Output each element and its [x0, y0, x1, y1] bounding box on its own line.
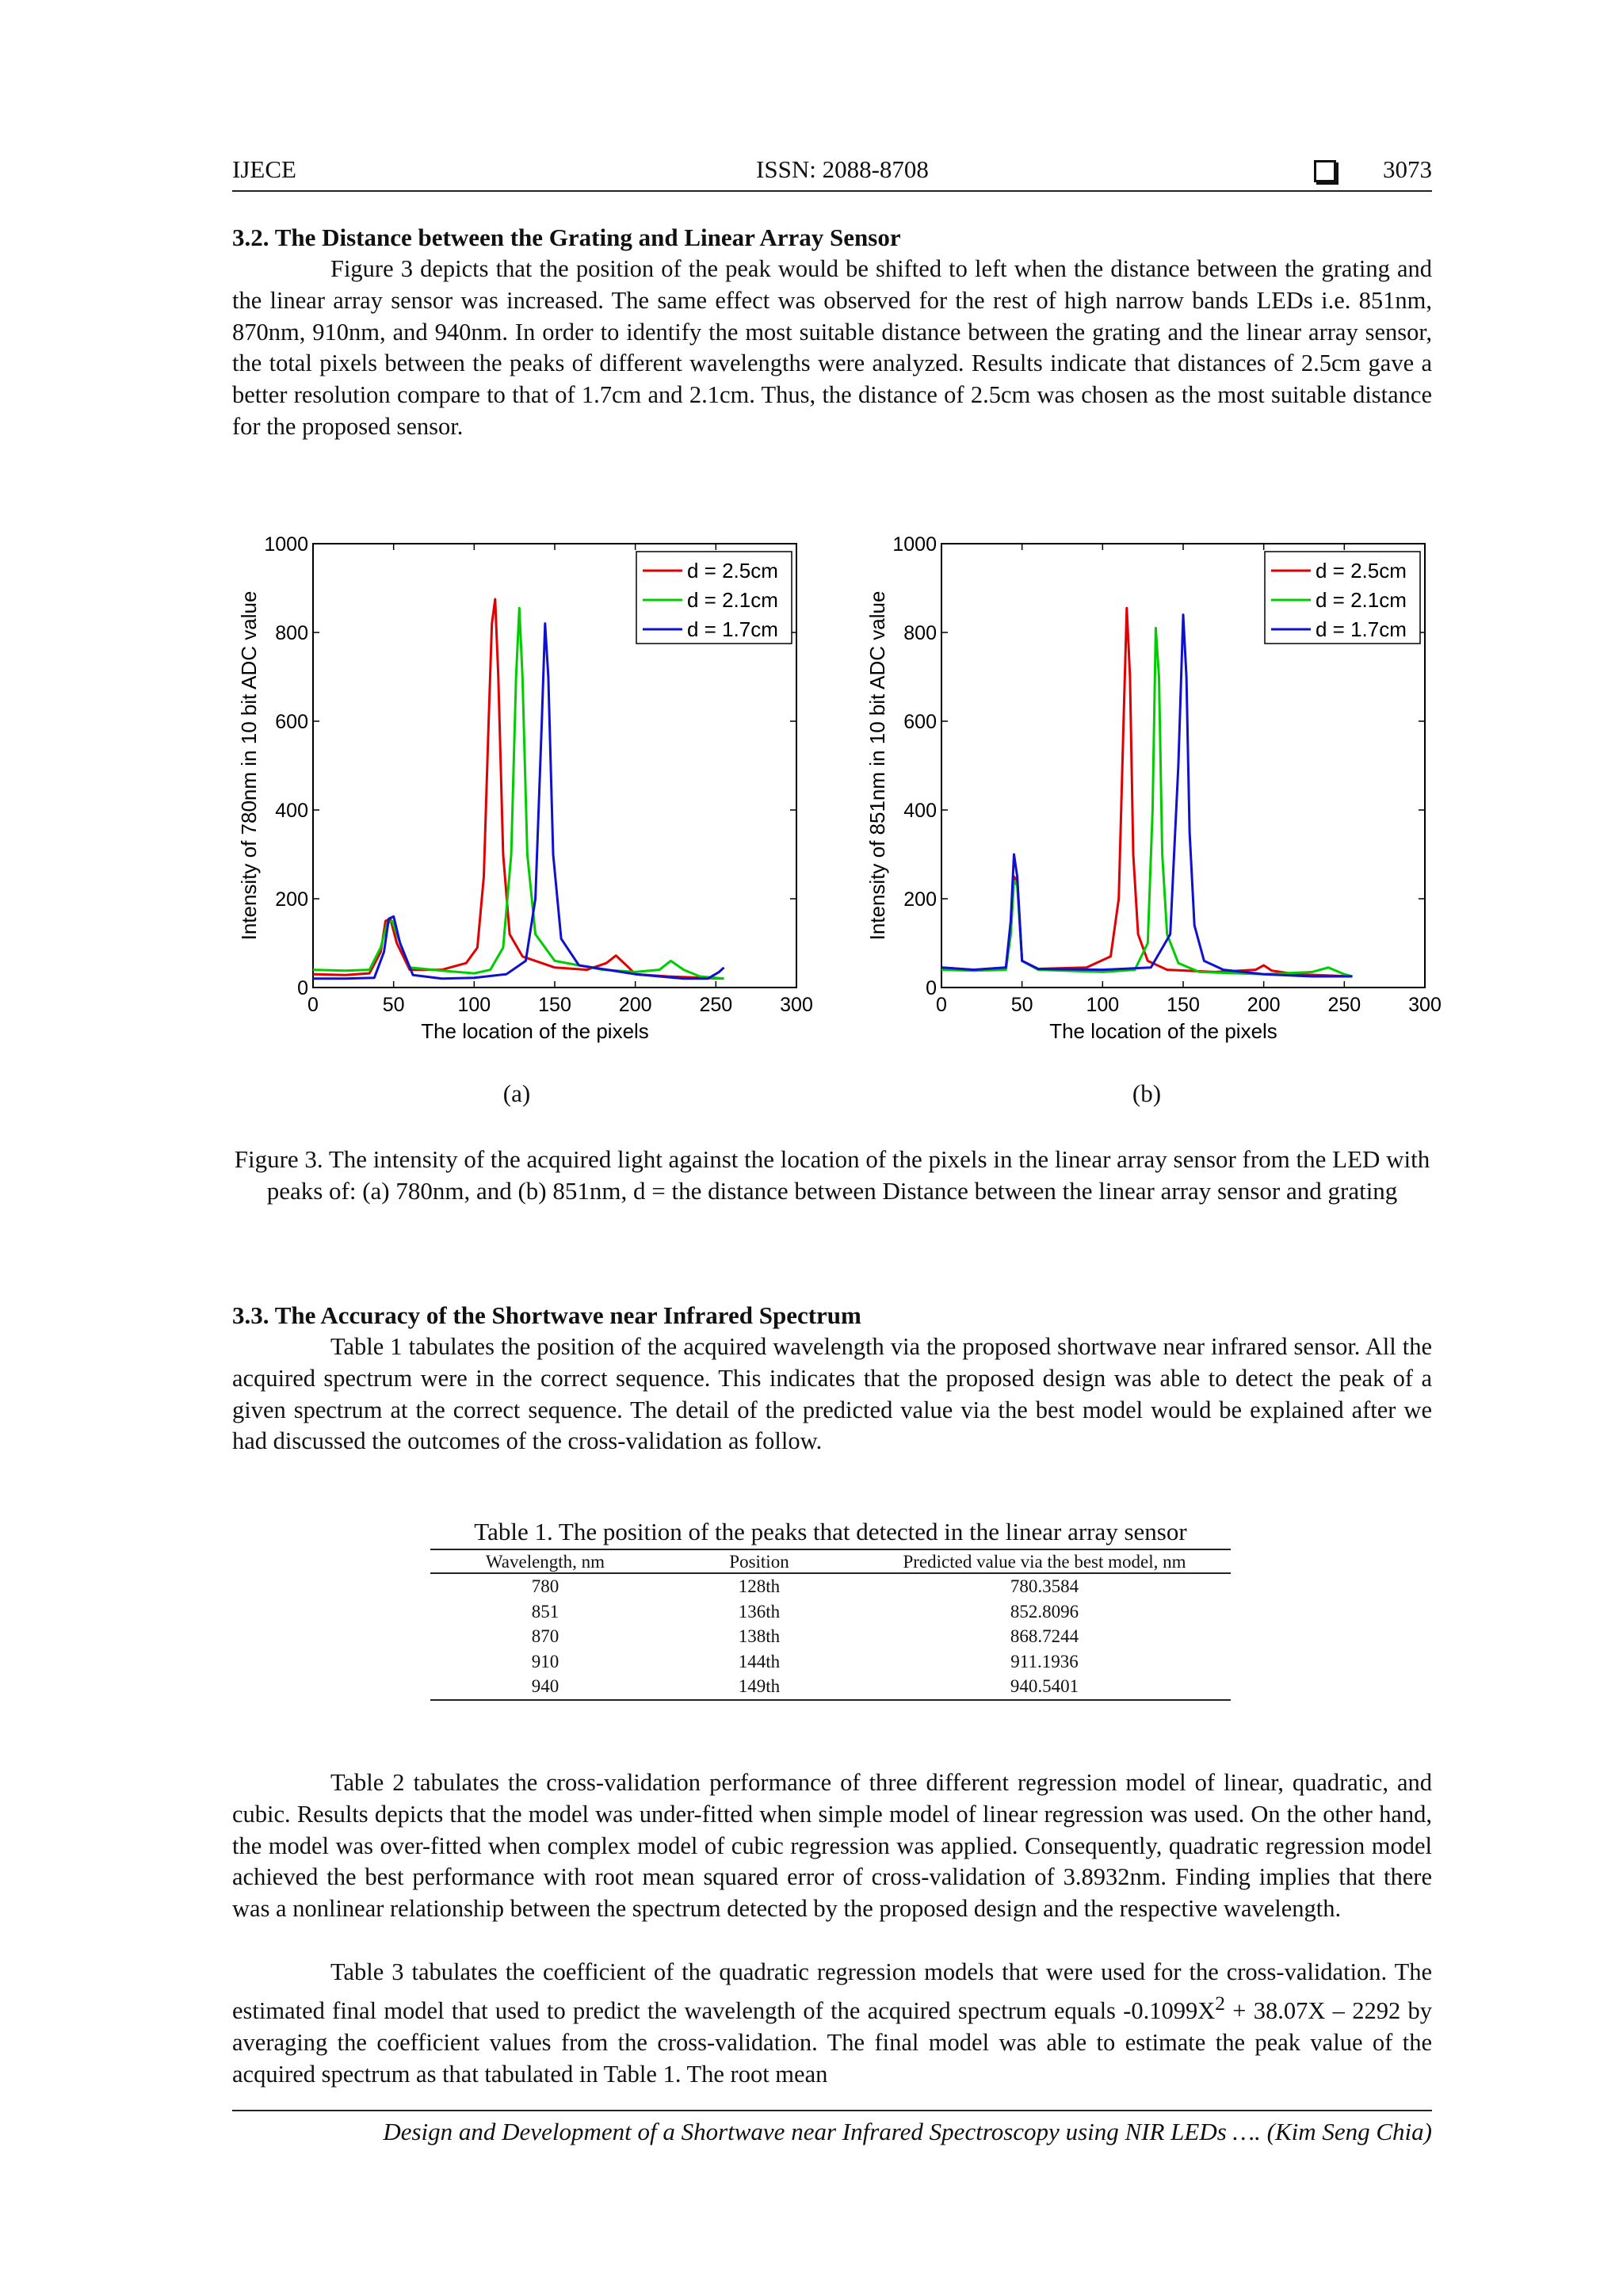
section-heading-3-2: 3.2. The Distance between the Grating and Linear Array Sensor: [232, 223, 901, 251]
x-tick-label: 100: [1086, 994, 1120, 1016]
y-tick-label: 600: [903, 711, 937, 733]
cell-position: 128th: [738, 1576, 781, 1596]
x-tick-label: 150: [1167, 994, 1200, 1016]
y-tick-label: 1000: [892, 533, 937, 556]
y-tick-label: 600: [275, 711, 308, 733]
y-tick-label: 200: [903, 888, 937, 911]
y-axis-label: Intensity of 851nm in 10 bit ADC value: [865, 590, 889, 941]
y-tick-label: 0: [926, 977, 937, 999]
x-tick-label: 50: [1010, 994, 1033, 1016]
cell-wavelength: 870: [531, 1626, 559, 1647]
cell-position: 149th: [660, 1674, 858, 1700]
table-row: [430, 1649, 1231, 1675]
paragraph-table-3: [232, 1957, 1432, 2090]
y-tick-label: 0: [297, 977, 308, 999]
y-tick-label: 800: [903, 622, 937, 644]
running-header: [232, 152, 1432, 192]
cell-predicted: 911.1936: [1010, 1651, 1079, 1671]
table-row: [430, 1599, 1231, 1625]
x-tick-label: 0: [307, 994, 319, 1016]
peaks-table: [430, 1549, 1231, 1701]
table-header-row: [430, 1549, 1231, 1573]
x-tick-label: 50: [382, 994, 405, 1016]
legend-entry: d = 1.7cm: [687, 617, 778, 641]
paragraph-3-3: Table 1 tabulates the position of the acquired wavelength via the proposed shortwave near infrared sensor. All the acquired spectrum were in the correct sequence. This indicates that the proposed design was able to detect the peak of a given spectrum at the correct sequence. The detail of the predicted value via the best model would be explained after we had discussed the outcomes of the cross-validation as follow.: [232, 1333, 1432, 1455]
square-bullet-icon: [1314, 160, 1336, 182]
x-axis-label: The location of the pixels: [1049, 1019, 1277, 1043]
x-tick-label: 200: [1247, 994, 1281, 1016]
x-tick-label: 150: [538, 994, 571, 1016]
paragraph-table-3-part2: + 38.07X – 2292 by averaging the coefficient values from the cross-validation. The final model was able to estimate the peak value of the acquired spectrum as that tabulated in Table 1. The root mean: [232, 1996, 1432, 2088]
paragraph-table-3-part1: Table 3 tabulates the coefficient of the quadratic regression models that were used for the cross-validation. The estimated final model that used to predict the wavelength of the acquired spectrum equals -0.1099X: [232, 1958, 1432, 2024]
figure-3-caption: Figure 3. The intensity of the acquired light against the location of the pixels in the linear array sensor from the LED with peaks of: (a) 780nm, and (b) 851nm, d = the distance between Distance between the linear array sensor and grating: [234, 1145, 1430, 1205]
y-tick-label: 800: [275, 622, 308, 644]
cell-position: 144th: [738, 1651, 781, 1671]
figure-3b: [858, 529, 1461, 1052]
paragraph-table-2: Table 2 tabulates the cross-validation performance of three different regression model of linear, quadratic, and cubic. Results depicts that the model was under-fitted when simple model of linear regression was used. On the other hand, the model was over-fitted when complex model of cubic regression was applied. Consequently, quadratic regression model achieved the best performance with root mean squared error of cross-validation of 3.8932nm. Finding implies that there was a nonlinear relationship between the spectrum detected by the proposed design and the respective wavelength.: [232, 1769, 1432, 1923]
y-axis-label: Intensity of 780nm in 10 bit ADC value: [237, 590, 261, 941]
x-tick-label: 100: [457, 994, 491, 1016]
col-header-position: Position: [660, 1549, 858, 1573]
chart-851nm: [858, 529, 1461, 1052]
y-tick-label: 400: [903, 800, 937, 822]
x-tick-label: 200: [618, 994, 652, 1016]
cell-position: 136th: [738, 1601, 781, 1622]
table-row: [430, 1674, 1231, 1700]
superscript-2: 2: [1215, 1992, 1225, 2015]
table-row: [430, 1624, 1231, 1649]
legend-entry: d = 2.1cm: [687, 588, 778, 612]
table-1-title: Table 1. The position of the peaks that detected in the linear array sensor: [474, 1518, 1187, 1545]
legend-entry: d = 2.1cm: [1316, 588, 1407, 612]
paragraph-3-2: Figure 3 depicts that the position of the peak would be shifted to left when the distance between the grating and the linear array sensor was increased. The same effect was observed for the rest of high narrow bands LEDs i.e. 851nm, 870nm, 910nm, and 940nm. In order to identify the most suitable distance between the grating and the linear array sensor, the total pixels between the peaks of different wavelengths were analyzed. Results indicate that distances of 2.5cm gave a better resolution compare to that of 1.7cm and 2.1cm. Thus, the distance of 2.5cm was chosen as the most suitable distance for the proposed sensor.: [232, 255, 1432, 440]
cell-predicted: 868.7244: [1010, 1626, 1079, 1647]
col-header-predicted: Predicted value via the best model, nm: [858, 1549, 1231, 1573]
cell-wavelength: 851: [531, 1601, 559, 1622]
y-tick-label: 400: [275, 800, 308, 822]
page-number: 3073: [1383, 155, 1432, 183]
x-tick-label: 300: [780, 994, 813, 1016]
cell-predicted: 780.3584: [1010, 1576, 1079, 1596]
section-heading-3-3: 3.3. The Accuracy of the Shortwave near Infrared Spectrum: [232, 1301, 861, 1329]
journal-name: IJECE: [232, 155, 296, 183]
cell-wavelength: 940: [430, 1674, 660, 1700]
col-header-wavelength: Wavelength, nm: [430, 1549, 660, 1573]
figure-3a: [230, 529, 832, 1052]
x-axis-label: The location of the pixels: [421, 1019, 649, 1043]
chart-780nm: [230, 529, 832, 1052]
cell-wavelength: 780: [531, 1576, 559, 1596]
y-tick-label: 200: [275, 888, 308, 911]
cell-predicted: 940.5401: [858, 1674, 1231, 1700]
legend-entry: d = 2.5cm: [1316, 559, 1407, 583]
cell-position: 138th: [738, 1626, 781, 1647]
legend-entry: d = 1.7cm: [1316, 617, 1407, 641]
running-footer: Design and Development of a Shortwave near Infrared Spectroscopy using NIR LEDs …. (Kim Seng Chia): [232, 2110, 1432, 2146]
table-1: [430, 1517, 1231, 1701]
y-tick-label: 1000: [264, 533, 308, 556]
panel-label-b: (b): [1132, 1079, 1162, 1107]
legend-entry: d = 2.5cm: [687, 559, 778, 583]
cell-predicted: 852.8096: [1010, 1601, 1079, 1622]
x-tick-label: 250: [1327, 994, 1361, 1016]
issn: ISSN: 2088-8708: [756, 155, 929, 183]
panel-label-a: (a): [502, 1079, 531, 1107]
table-row: [430, 1573, 1231, 1599]
x-tick-label: 300: [1408, 994, 1442, 1016]
cell-wavelength: 910: [531, 1651, 559, 1671]
x-tick-label: 0: [936, 994, 947, 1016]
x-tick-label: 250: [699, 994, 733, 1016]
